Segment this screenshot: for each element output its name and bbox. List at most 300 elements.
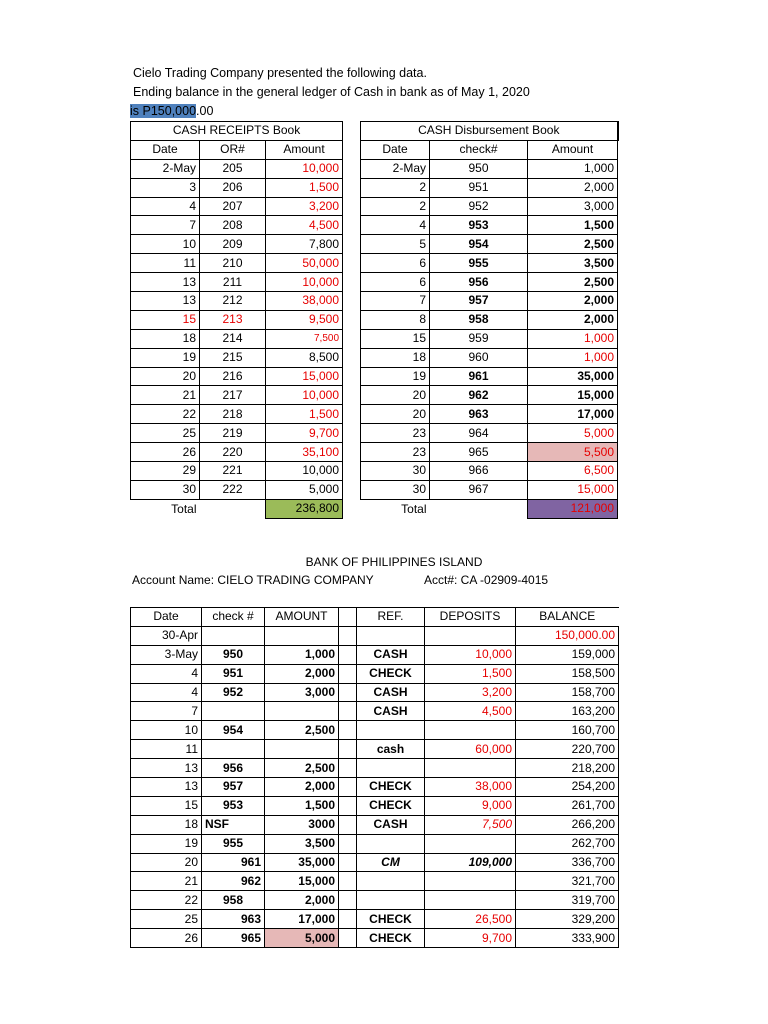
receipt-date: 26 [131, 443, 200, 462]
bank-amount: 1,500 [265, 796, 339, 815]
receipt-or-number: 220 [200, 443, 266, 462]
disbursement-date: 5 [361, 235, 430, 254]
bank-ref [357, 834, 425, 853]
bank-deposit: 26,500 [425, 910, 516, 929]
receipt-date: 19 [131, 348, 200, 367]
table-row [131, 329, 343, 348]
disbursement-check-number: 959 [430, 329, 528, 348]
disbursement-date: 2 [361, 197, 430, 216]
receipts-title-row [131, 122, 343, 141]
disbursement-check-number: 958 [430, 310, 528, 329]
disbursement-date: 19 [361, 367, 430, 386]
receipts-header-row [131, 140, 343, 159]
disbursement-amount: 2,500 [528, 235, 618, 254]
disbursement-date: 20 [361, 386, 430, 405]
bank-spacer [339, 929, 357, 948]
table-row [131, 424, 343, 443]
disb-total-row [361, 499, 618, 518]
account-name: Account Name: CIELO TRADING COMPANY [132, 573, 374, 587]
bank-amount: 2,000 [265, 891, 339, 910]
table-row [131, 626, 619, 645]
receipts-title: CASH RECEIPTS Book [131, 122, 343, 141]
table-row [131, 462, 343, 481]
bank-check-number: 958 [202, 891, 265, 910]
table-row [131, 348, 343, 367]
bank-balance: 158,500 [516, 664, 619, 683]
disbursement-check-number: 964 [430, 424, 528, 443]
bank-spacer [339, 815, 357, 834]
table-row [131, 443, 343, 462]
bank-header-0: Date [131, 608, 202, 627]
table-row [361, 310, 618, 329]
table-row [131, 853, 619, 872]
bank-date: 25 [131, 910, 202, 929]
table-row [131, 778, 619, 797]
bank-ref: CHECK [357, 664, 425, 683]
bank-balance: 261,700 [516, 796, 619, 815]
receipt-date: 3 [131, 178, 200, 197]
bank-deposit: 38,000 [425, 778, 516, 797]
bank-amount: 15,000 [265, 872, 339, 891]
receipt-date: 13 [131, 273, 200, 292]
bank-balance: 319,700 [516, 891, 619, 910]
receipt-or-number: 221 [200, 462, 266, 481]
disbursement-amount: 2,000 [528, 310, 618, 329]
table-row [131, 159, 343, 178]
receipt-or-number: 215 [200, 348, 266, 367]
disbursement-amount: 1,000 [528, 329, 618, 348]
bank-ref: CASH [357, 645, 425, 664]
bank-date: 30-Apr [131, 626, 202, 645]
disb-header-row [361, 140, 618, 159]
table-row [131, 683, 619, 702]
disbursement-date: 20 [361, 405, 430, 424]
table-row [361, 235, 618, 254]
bank-spacer [339, 626, 357, 645]
bank-balance: 220,700 [516, 740, 619, 759]
bank-spacer [339, 664, 357, 683]
disbursement-check-number: 963 [430, 405, 528, 424]
bank-spacer [339, 910, 357, 929]
bank-ref: CHECK [357, 778, 425, 797]
bank-spacer [339, 683, 357, 702]
receipt-or-number: 216 [200, 367, 266, 386]
bank-ref: CHECK [357, 796, 425, 815]
disbursement-check-number: 955 [430, 254, 528, 273]
disbursement-check-number: 966 [430, 462, 528, 481]
disbursement-amount: 15,000 [528, 386, 618, 405]
bank-check-number [202, 702, 265, 721]
table-row [361, 292, 618, 311]
disbursement-check-number: 962 [430, 386, 528, 405]
bank-deposit [425, 626, 516, 645]
bank-ref [357, 872, 425, 891]
bank-amount [265, 626, 339, 645]
table-row [361, 405, 618, 424]
bank-ref: CASH [357, 702, 425, 721]
bank-date: 13 [131, 759, 202, 778]
bank-amount: 2,500 [265, 721, 339, 740]
receipt-date: 22 [131, 405, 200, 424]
cash-receipts-table [130, 121, 343, 519]
table-row [131, 216, 343, 235]
disbursement-check-number: 953 [430, 216, 528, 235]
table-row [131, 178, 343, 197]
table-row [131, 254, 343, 273]
disbursement-check-number: 961 [430, 367, 528, 386]
bank-amount: 2,000 [265, 664, 339, 683]
table-row [361, 462, 618, 481]
receipts-header-0: Date [131, 140, 200, 159]
bank-ref: CM [357, 853, 425, 872]
disbursement-amount: 5,500 [528, 443, 618, 462]
cash-disbursement-table [360, 121, 619, 519]
bank-date: 7 [131, 702, 202, 721]
account-number: Acct#: CA -02909-4015 [424, 573, 549, 587]
bank-spacer [339, 740, 357, 759]
receipt-date: 7 [131, 216, 200, 235]
receipt-or-number: 206 [200, 178, 266, 197]
disbursement-total-spacer [430, 499, 528, 518]
receipt-amount: 9,500 [266, 310, 343, 329]
bank-spacer [339, 796, 357, 815]
bank-ref [357, 759, 425, 778]
receipt-date: 20 [131, 367, 200, 386]
table-row [131, 310, 343, 329]
bank-balance: 329,200 [516, 910, 619, 929]
bank-amount: 17,000 [265, 910, 339, 929]
bank-spacer [339, 759, 357, 778]
disbursement-amount: 1,000 [528, 348, 618, 367]
disbursement-header-1: check# [430, 140, 528, 159]
bank-date: 26 [131, 929, 202, 948]
table-row [361, 178, 618, 197]
disbursement-total-label: Total [401, 501, 427, 516]
disbursement-date: 6 [361, 273, 430, 292]
bank-spacer [339, 872, 357, 891]
disbursement-amount: 15,000 [528, 480, 618, 499]
table-row [131, 386, 343, 405]
bank-ref [357, 626, 425, 645]
bank-deposit: 109,000 [425, 853, 516, 872]
disbursement-check-number: 956 [430, 273, 528, 292]
bank-ref: CHECK [357, 929, 425, 948]
bank-check-number [202, 626, 265, 645]
intro-line-3 [130, 104, 213, 118]
intro-line-2: Ending balance in the general ledger of Cash in bank as of May 1, 2020 [133, 85, 530, 99]
highlighted-balance: is P150,000 [130, 104, 197, 118]
disbursement-date: 2-May [361, 159, 430, 178]
bank-date: 15 [131, 796, 202, 815]
bank-spacer [339, 778, 357, 797]
bank-spacer [339, 702, 357, 721]
bank-deposit: 1,500 [425, 664, 516, 683]
table-row [131, 367, 343, 386]
bank-header-3 [339, 608, 357, 627]
receipt-amount: 5,000 [266, 480, 343, 499]
disbursement-date: 18 [361, 348, 430, 367]
bank-amount: 3000 [265, 815, 339, 834]
bank-ref [357, 891, 425, 910]
table-row [131, 235, 343, 254]
bank-deposit: 9,000 [425, 796, 516, 815]
table-row [131, 292, 343, 311]
bank-deposit [425, 834, 516, 853]
bank-ref: cash [357, 740, 425, 759]
table-row [361, 254, 618, 273]
table-row [131, 910, 619, 929]
disbursement-amount: 1,000 [528, 159, 618, 178]
bank-date: 20 [131, 853, 202, 872]
bank-date: 19 [131, 834, 202, 853]
bank-date: 10 [131, 721, 202, 740]
intro-line-1: Cielo Trading Company presented the following data. [133, 66, 427, 80]
table-row [131, 891, 619, 910]
disbursement-amount: 1,500 [528, 216, 618, 235]
bank-balance: 336,700 [516, 853, 619, 872]
bank-check-number: 950 [202, 645, 265, 664]
bank-check-number: 954 [202, 721, 265, 740]
bank-amount: 5,000 [265, 929, 339, 948]
bank-balance: 254,200 [516, 778, 619, 797]
receipt-or-number: 205 [200, 159, 266, 178]
bank-check-number: 965 [202, 929, 265, 948]
disbursement-date: 8 [361, 310, 430, 329]
receipt-amount: 38,000 [266, 292, 343, 311]
bank-date: 4 [131, 664, 202, 683]
table-row [131, 702, 619, 721]
receipts-total-value: 236,800 [266, 499, 343, 518]
bank-balance: 266,200 [516, 815, 619, 834]
bank-deposit [425, 872, 516, 891]
receipt-date: 29 [131, 462, 200, 481]
receipt-amount: 35,100 [266, 443, 343, 462]
bank-spacer [339, 645, 357, 664]
receipt-or-number: 219 [200, 424, 266, 443]
bank-statement-table [130, 607, 619, 948]
table-row [361, 348, 618, 367]
bank-date: 3-May [131, 645, 202, 664]
disbursement-check-number: 967 [430, 480, 528, 499]
bank-deposit: 3,200 [425, 683, 516, 702]
disbursement-check-number: 957 [430, 292, 528, 311]
receipt-date: 18 [131, 329, 200, 348]
receipt-or-number: 213 [200, 310, 266, 329]
table-row [131, 480, 343, 499]
receipt-amount: 50,000 [266, 254, 343, 273]
bank-deposit: 10,000 [425, 645, 516, 664]
receipt-date: 25 [131, 424, 200, 443]
bank-ref: CASH [357, 815, 425, 834]
receipt-amount: 10,000 [266, 273, 343, 292]
bank-spacer [339, 891, 357, 910]
table-row [361, 367, 618, 386]
bank-date: 18 [131, 815, 202, 834]
bank-deposit [425, 891, 516, 910]
bank-deposit: 60,000 [425, 740, 516, 759]
disbursement-amount: 3,500 [528, 254, 618, 273]
bank-amount: 3,000 [265, 683, 339, 702]
bank-check-number: NSF [202, 815, 265, 834]
disbursement-date: 30 [361, 480, 430, 499]
bank-deposit: 9,700 [425, 929, 516, 948]
disbursement-amount: 17,000 [528, 405, 618, 424]
bank-deposit: 4,500 [425, 702, 516, 721]
receipts-header-2: Amount [266, 140, 343, 159]
bank-check-number: 951 [202, 664, 265, 683]
bank-check-number: 953 [202, 796, 265, 815]
receipt-date: 10 [131, 235, 200, 254]
bank-date: 4 [131, 683, 202, 702]
bank-balance: 160,700 [516, 721, 619, 740]
receipt-date: 11 [131, 254, 200, 273]
disbursement-date: 15 [361, 329, 430, 348]
table-row [131, 197, 343, 216]
receipt-or-number: 207 [200, 197, 266, 216]
disbursement-amount: 35,000 [528, 367, 618, 386]
bank-date: 13 [131, 778, 202, 797]
bank-check-number [202, 740, 265, 759]
receipt-amount: 10,000 [266, 159, 343, 178]
bank-balance: 163,200 [516, 702, 619, 721]
receipt-amount: 10,000 [266, 386, 343, 405]
bank-deposit: 7,500 [425, 815, 516, 834]
disbursement-date: 6 [361, 254, 430, 273]
receipt-amount: 1,500 [266, 405, 343, 424]
receipt-amount: 8,500 [266, 348, 343, 367]
disbursement-check-number: 965 [430, 443, 528, 462]
bank-date: 11 [131, 740, 202, 759]
receipt-date: 15 [131, 310, 200, 329]
receipt-amount: 3,200 [266, 197, 343, 216]
disbursement-amount: 2,500 [528, 273, 618, 292]
disbursement-check-number: 960 [430, 348, 528, 367]
disbursement-check-number: 950 [430, 159, 528, 178]
bank-balance: 218,200 [516, 759, 619, 778]
bank-amount: 3,500 [265, 834, 339, 853]
disbursement-date: 7 [361, 292, 430, 311]
receipt-amount: 7,800 [266, 235, 343, 254]
receipts-total-row [131, 499, 343, 518]
disbursement-check-number: 951 [430, 178, 528, 197]
disbursement-amount: 2,000 [528, 292, 618, 311]
table-row [361, 386, 618, 405]
disbursement-amount: 2,000 [528, 178, 618, 197]
bank-spacer [339, 834, 357, 853]
receipt-amount: 1,500 [266, 178, 343, 197]
receipt-date: 13 [131, 292, 200, 311]
bank-header-row [131, 608, 619, 627]
disbursement-header-0: Date [361, 140, 430, 159]
bank-header-4: REF. [357, 608, 425, 627]
table-row [361, 424, 618, 443]
table-row [361, 273, 618, 292]
table-row [361, 159, 618, 178]
bank-deposit [425, 721, 516, 740]
bank-spacer [339, 721, 357, 740]
disbursement-amount: 6,500 [528, 462, 618, 481]
bank-header-2: AMOUNT [265, 608, 339, 627]
disbursement-date: 23 [361, 443, 430, 462]
bank-amount: 2,000 [265, 778, 339, 797]
bank-balance: 262,700 [516, 834, 619, 853]
receipt-or-number: 217 [200, 386, 266, 405]
bank-amount: 1,000 [265, 645, 339, 664]
table-row [131, 645, 619, 664]
receipt-date: 30 [131, 480, 200, 499]
bank-deposit [425, 759, 516, 778]
disbursement-amount: 3,000 [528, 197, 618, 216]
disbursement-date: 23 [361, 424, 430, 443]
table-row [131, 759, 619, 778]
table-row [131, 273, 343, 292]
receipt-amount: 15,000 [266, 367, 343, 386]
receipt-or-number: 218 [200, 405, 266, 424]
disb-title-row [361, 122, 618, 141]
receipt-or-number: 209 [200, 235, 266, 254]
bank-check-number: 963 [202, 910, 265, 929]
bank-balance: 321,700 [516, 872, 619, 891]
disbursement-date: 30 [361, 462, 430, 481]
receipt-date: 4 [131, 197, 200, 216]
bank-header-5: DEPOSITS [425, 608, 516, 627]
receipt-amount: 4,500 [266, 216, 343, 235]
table-row [131, 796, 619, 815]
bank-check-number: 955 [202, 834, 265, 853]
receipts-total-spacer [200, 499, 266, 518]
disbursement-total-value: 121,000 [528, 499, 618, 518]
table-row [361, 329, 618, 348]
receipt-amount: 10,000 [266, 462, 343, 481]
table-row [131, 740, 619, 759]
bank-ref: CASH [357, 683, 425, 702]
bank-amount [265, 740, 339, 759]
bank-balance: 159,000 [516, 645, 619, 664]
receipt-or-number: 210 [200, 254, 266, 273]
bank-spacer [339, 853, 357, 872]
disbursement-date: 4 [361, 216, 430, 235]
table-row [361, 216, 618, 235]
bank-header-1: check # [202, 608, 265, 627]
bank-title: BANK OF PHILIPPINES ISLAND [305, 555, 483, 569]
receipt-amount: 9,700 [266, 424, 343, 443]
bank-date: 21 [131, 872, 202, 891]
receipt-or-number: 214 [200, 329, 266, 348]
receipts-header-1: OR# [200, 140, 266, 159]
bank-amount [265, 702, 339, 721]
disbursement-date: 2 [361, 178, 430, 197]
receipt-or-number: 222 [200, 480, 266, 499]
disbursement-title: CASH Disbursement Book [361, 122, 618, 141]
table-row [361, 480, 618, 499]
receipt-amount: 7,500 [266, 329, 343, 348]
table-row [131, 929, 619, 948]
table-row [131, 664, 619, 683]
bank-check-number: 957 [202, 778, 265, 797]
bank-amount: 2,500 [265, 759, 339, 778]
table-row [361, 443, 618, 462]
table-row [131, 405, 343, 424]
receipt-date: 21 [131, 386, 200, 405]
bank-check-number: 956 [202, 759, 265, 778]
table-row [361, 197, 618, 216]
table-row [131, 815, 619, 834]
bank-amount: 35,000 [265, 853, 339, 872]
bank-date: 22 [131, 891, 202, 910]
table-row [131, 834, 619, 853]
disbursement-check-number: 952 [430, 197, 528, 216]
bank-ref: CHECK [357, 910, 425, 929]
